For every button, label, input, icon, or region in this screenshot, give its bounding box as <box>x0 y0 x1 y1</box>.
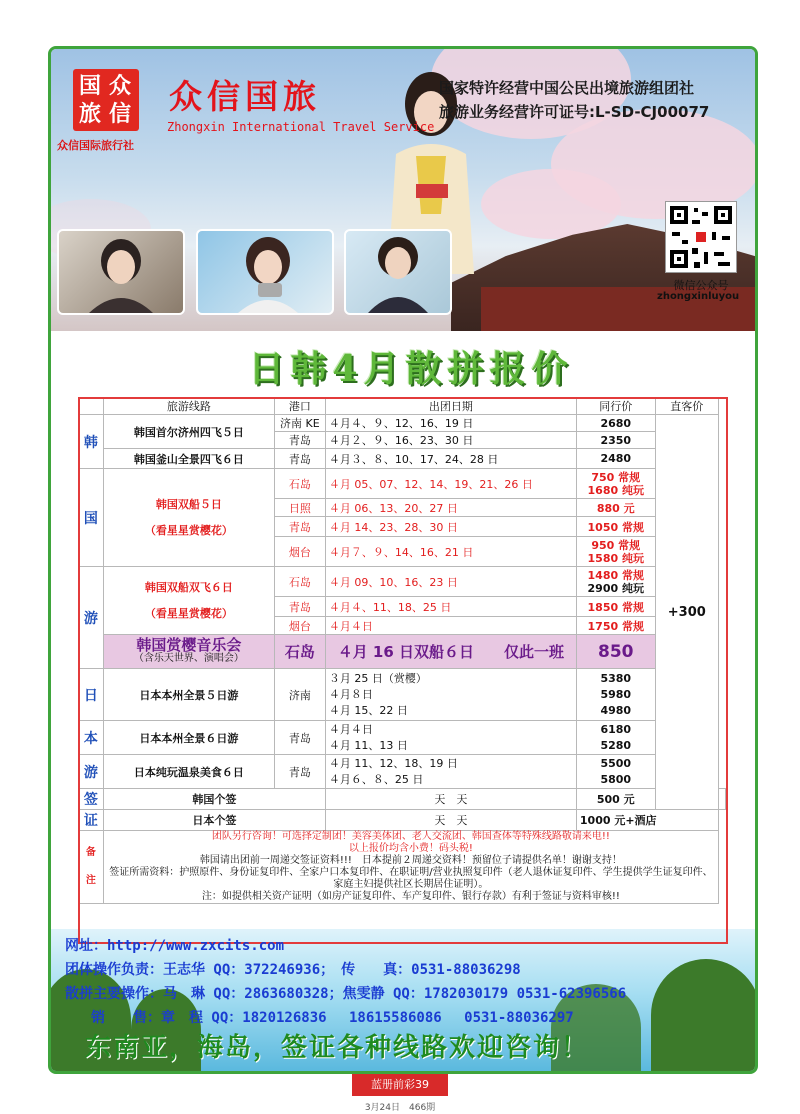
route-name: 韩国赏樱音乐会 （含乐天世界、演唱会） <box>103 635 274 669</box>
sales-contact-line: 销 售：章 程 QQ：1820126836 18615586086 0531-88036297 <box>91 1010 574 1026</box>
header-port: 港口 <box>274 398 325 415</box>
route-name: 韩国首尔济州四飞５日 <box>103 415 274 449</box>
wechat-label: 微信公众号 <box>673 279 729 292</box>
side-label: 证 <box>79 810 104 831</box>
route-name: 日本纯玩温泉美食６日 <box>103 755 274 789</box>
table-row: 国 韩国双船５日 （看星星赏樱花） 石岛 ４月 05、07、12、14、19、21、26 日 750 常规 1680 纯玩 <box>79 469 726 499</box>
page-footer <box>0 1070 800 1114</box>
route-name: 韩国双船５日 （看星星赏樱花） <box>103 469 274 567</box>
brand-english: Zhongxin International Travel Service <box>167 120 435 134</box>
table-row: 青岛 ４月４、11、18、25 日 1850 常规 <box>79 597 726 617</box>
route-name: 韩国双船双飞６日 （看星星赏樱花） <box>103 567 274 635</box>
table-row: 青岛 ４月２、９、16、23、30 日 2350 <box>79 432 726 449</box>
header-route: 旅游线路 <box>103 398 274 415</box>
slogan: 东南亚，海岛，签证各种线路欢迎咨询！ <box>85 1033 590 1063</box>
table-row: 韩 韩国首尔济州四飞５日 济南 KE ４月４、９、12、16、19 日 2680 +300 <box>79 415 726 432</box>
side-label: 签 <box>79 789 104 810</box>
table-row: 韩国釜山全景四飞６日 青岛 ４月３、８、10、17、24、28 日 2480 <box>79 449 726 469</box>
qr-code-icon[interactable] <box>665 201 737 273</box>
header-dates: 出团日期 <box>325 398 576 415</box>
side-label: 备 注 <box>79 831 104 904</box>
brand-name: 众信国旅 <box>169 77 321 116</box>
route-name: 日本本州全景６日游 <box>103 721 274 755</box>
side-label: 国 <box>79 469 104 567</box>
note-line: 注：如提供相关资产证明（如房产证复印件、车产复印件、银行存款）有利于签证与资料审核!! <box>201 891 620 902</box>
side-label: 韩 <box>79 415 104 469</box>
headline: 日韩4月散拼报价 <box>248 348 574 390</box>
license-line-1: 国家特许经营中国公民出境旅游组团社 <box>439 79 695 97</box>
table-row: 日照 ４月 06、13、20、27 日 880 元 <box>79 499 726 517</box>
korea-direct-price: +300 <box>655 415 718 810</box>
side-label: 游 <box>79 567 104 669</box>
header-direct-price: 直客价 <box>655 398 718 415</box>
table-row: 日 日本本州全景５日游 济南 ３月 25 日（赏樱） ４月８日 ４月 15、22 日 5380 5980 4980 <box>79 669 726 721</box>
table-row: 证 日本个签 天 天 1000 元+酒店 <box>79 810 726 831</box>
individual-contact-line: 散拼主要操作：马 琳 QQ：2863680328；焦雯静 QQ：1782030179 0531-62396566 <box>65 986 627 1002</box>
header-peer-price: 同行价 <box>576 398 655 415</box>
note-line: 签证所需资料：护照原件、身份证复印件、全家户口本复印件、在职证明/营业执照复印件（老人退休证复印件、学生提供学生证复印件、家庭主妇提供社区长期居住证明）。 <box>109 867 713 890</box>
license-line-2: 旅游业务经营许可证号:L-SD-CJ00077 <box>439 103 710 121</box>
website-line[interactable]: 网址：http://www.zxcits.com <box>65 938 285 954</box>
table-row: 本 日本本州全景６日游 青岛 ４月４日 ４月 11、13 日 6180 5280 <box>79 721 726 755</box>
route-name: 日本本州全景５日游 <box>103 669 274 721</box>
price-table <box>78 397 726 904</box>
note-line: 韩国请出团前一周递交签证资料!!! 日本提前２周递交资料！预留位子请提供名单！谢谢支持！ <box>199 855 622 866</box>
table-row: 烟台 ４月７、９、14、16、21 日 950 常规 1580 纯玩 <box>79 537 726 567</box>
logo-subtitle: 众信国际旅行社 <box>57 139 134 152</box>
table-row: 游 日本纯玩温泉美食６日 青岛 ４月 11、12、18、19 日 ４月６、８、25 日 5500 5800 <box>79 755 726 789</box>
route-name: 韩国釜山全景四飞６日 <box>103 449 274 469</box>
side-label: 游 <box>79 755 104 789</box>
side-label: 本 <box>79 721 104 755</box>
header-banner <box>51 49 755 331</box>
table-row-featured: 韩国赏樱音乐会 （含乐天世界、演唱会） 石岛 ４月 16 日双船６日 仅此一班 850 <box>79 635 726 669</box>
group-contact-line: 团体操作负责：王志华 QQ：372246936； 传 真：0531-88036298 <box>65 962 521 978</box>
company-logo: 国 众 旅 信 <box>73 69 139 131</box>
star-photo-2 <box>196 229 334 315</box>
issue-label: 3月24日 466期 <box>364 1103 436 1113</box>
wechat-id: zhongxinluyou <box>657 291 740 302</box>
star-photo-3 <box>344 229 452 315</box>
poster-frame <box>48 46 758 1074</box>
table-row: 青岛 ４月 14、23、28、30 日 1050 常规 <box>79 517 726 537</box>
table-row: 签 韩国个签 天 天 500 元 <box>79 789 726 810</box>
table-header-row <box>79 398 726 415</box>
note-line: 以上报价均含小费！码头税! <box>348 843 473 854</box>
table-row: 游 韩国双船双飞６日 （看星星赏樱花） 石岛 ４月 09、10、16、23 日 1480 常规 2900 纯玩 <box>79 567 726 597</box>
side-label: 日 <box>79 669 104 721</box>
notes-row <box>79 831 726 904</box>
table-row: 烟台 ４月４日 1750 常规 <box>79 617 726 635</box>
page-label: 蓝册前彩39 <box>352 1074 448 1096</box>
star-photo-1 <box>57 229 185 315</box>
note-line: 团队另行咨询！可选择定制团！美容美体团、老人交流团、韩国查体等特殊线路敬请来电!! <box>211 831 610 842</box>
